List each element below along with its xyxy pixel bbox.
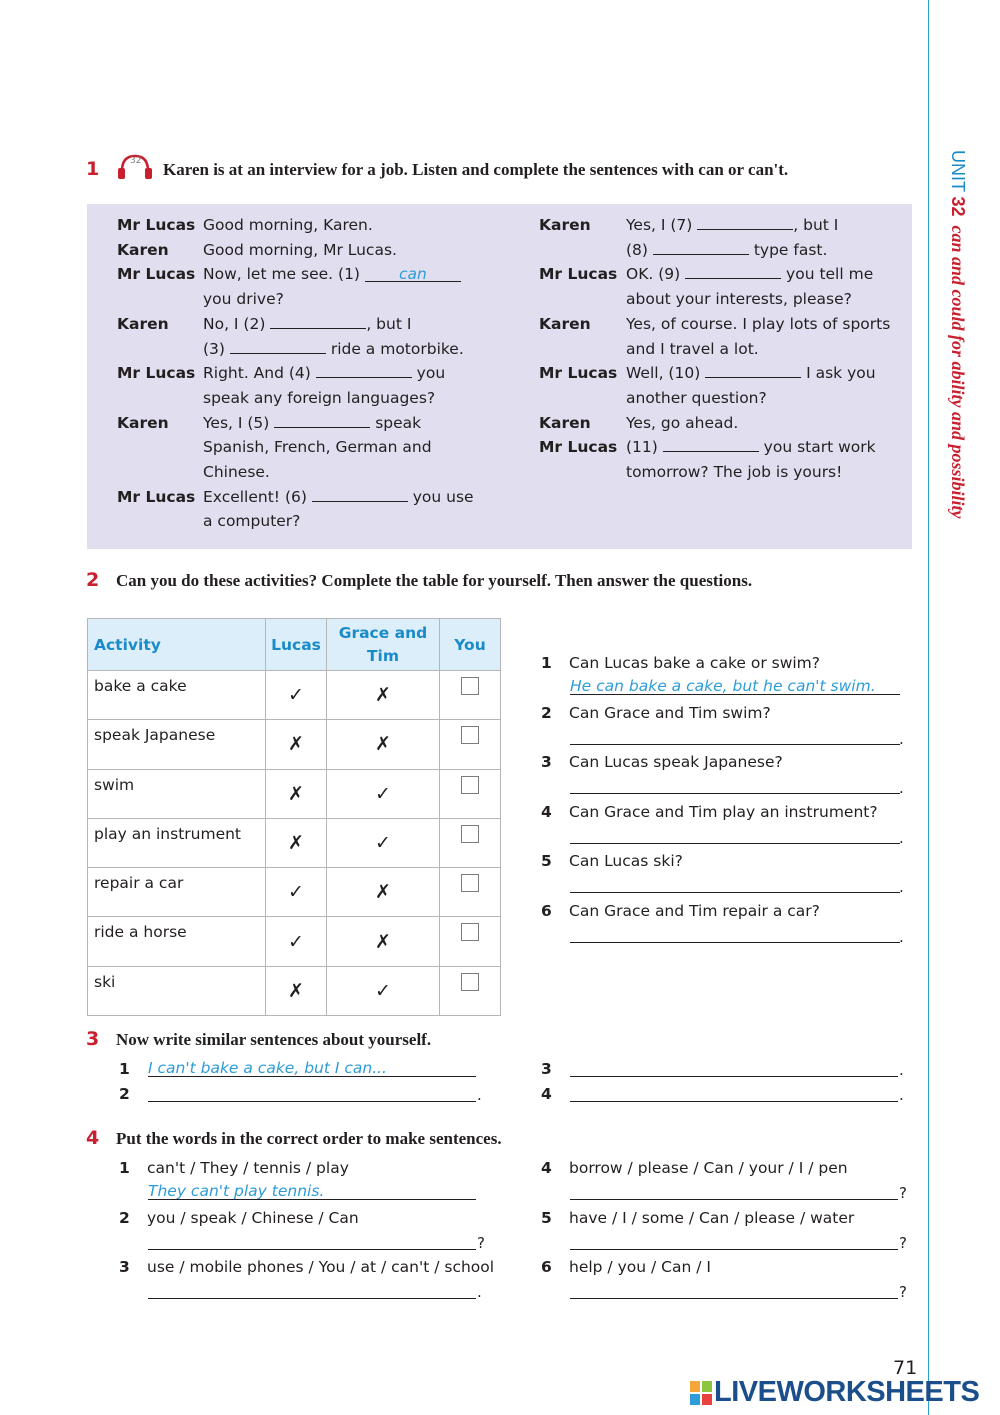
answer-gap[interactable] [312,487,408,502]
item-number: 5 [541,1208,552,1227]
header-grace-tim-text: Grace and Tim [338,623,428,665]
speaker-name: Mr Lucas [539,364,618,383]
grace-tim-mark: ✗ [327,671,440,720]
dialogue-text: , but I [793,216,839,234]
full-stop: . [899,729,904,748]
answer-gap[interactable] [274,413,370,428]
dialogue-line [203,435,432,460]
word-prompt [541,1159,848,1177]
dialogue-line [626,411,738,436]
dialogue-line [626,435,876,460]
dialogue-line [203,262,461,287]
speaker-name: Karen [539,216,591,234]
answer-line[interactable] [148,1280,476,1299]
dialogue-text: type fast. [748,240,828,259]
question [541,654,820,672]
dialogue-text: Chinese. [203,463,270,481]
item-number: 2 [119,1208,130,1227]
answer-line[interactable] [148,1083,476,1102]
table-row [88,818,501,867]
header-grace-tim [327,619,440,671]
ex1-instruction: Karen is at an interview for a job. Listen and complete the sentences with can or can't. [163,160,789,179]
answer-line[interactable] [570,924,900,943]
dialogue-text: Yes, go ahead. [626,413,739,432]
end-punctuation: . [477,1283,482,1301]
word-prompt [541,1258,711,1276]
item-number: 4 [541,1085,552,1103]
answer-line[interactable] [148,1058,476,1077]
dialogue-text: speak [370,413,422,432]
answer-line[interactable] [570,1083,898,1102]
dialogue-line [203,213,373,238]
question [541,852,683,870]
ex3-number: 3 [86,1028,100,1050]
activity-cell: speak Japanese [88,720,266,769]
answer-gap[interactable] [230,339,326,354]
dialogue-text: you drive? [203,290,284,309]
you-cell [440,720,501,769]
dialogue-text: tomorrow? The job is yours! [626,463,843,481]
full-stop: . [899,1086,904,1104]
dialogue-text: (11) [626,438,663,457]
question-number: 3 [541,753,552,771]
answer-gap[interactable]: can [365,264,461,282]
liveworksheets-logo[interactable] [690,1376,979,1409]
example-answer: He can bake a cake, but he can't swim. [570,677,876,695]
end-punctuation: ? [477,1233,485,1252]
dialogue-line [626,312,890,337]
grace-tim-mark: ✓ [327,818,440,867]
grace-tim-mark: ✗ [327,720,440,769]
ex2-instruction: Can you do these activities? Complete the table for yourself. Then answer the questions. [116,571,753,590]
answer-gap[interactable] [705,363,801,378]
dialogue-line [203,238,397,263]
dialogue-text: Now, let me see. (1) [203,265,365,284]
dialogue-text: Excellent! (6) [203,487,312,506]
you-checkbox[interactable] [461,923,479,941]
activity-table [87,618,501,1016]
dialogue-line [626,287,852,312]
dialogue-line [203,361,445,386]
answer-line[interactable] [570,1231,898,1250]
speaker-name: Mr Lucas [117,216,196,234]
dialogue-text: about your interests, please? [626,290,852,309]
word-prompt [119,1209,359,1227]
dialogue-text: another question? [626,388,767,407]
dialogue-line [203,460,270,485]
question-text: Can Grace and Tim swim? [569,703,771,722]
question [541,753,783,771]
speaker-name: Mr Lucas [117,487,196,506]
answer-gap[interactable] [663,437,759,452]
dialogue-text: OK. (9) [626,265,686,284]
table-row [88,720,501,769]
dialogue-line [203,287,284,312]
dialogue-text: you start work [758,438,876,457]
answer-line[interactable] [570,726,900,745]
speaker-name: Karen [539,314,591,333]
table-row [88,966,501,1015]
example-answer: They can't play tennis. [148,1182,325,1200]
ex4-number: 4 [86,1127,100,1149]
page-number: 71 [893,1357,918,1379]
header-you: You [440,619,501,671]
speaker-name: Karen [117,413,169,432]
dialogue-line [626,213,838,238]
answer-line[interactable] [570,676,900,695]
lucas-mark: ✗ [266,720,327,769]
unit-topic: can and could for ability and possibility [948,225,968,519]
question-text: Can Lucas speak Japanese? [569,753,783,771]
lucas-mark: ✓ [266,671,327,720]
question-text: Can Grace and Tim play an instrument? [569,802,878,821]
speaker-name: Mr Lucas [117,364,196,383]
lucas-mark: ✗ [266,966,327,1015]
table-row [88,917,501,966]
full-stop: . [899,927,904,946]
answer-line[interactable] [570,1058,898,1077]
track-number: 32 [130,156,142,166]
full-stop: . [899,779,904,797]
dialogue-text: I ask you [801,364,876,383]
answer-gap[interactable] [685,264,781,279]
dialogue-line [203,337,464,362]
item-number: 6 [541,1258,552,1276]
item-number: 2 [119,1085,130,1103]
question [541,704,771,722]
answer-line[interactable] [148,1181,476,1200]
lucas-mark: ✓ [266,917,327,966]
speaker-name: Mr Lucas [117,265,196,284]
you-cell [440,917,501,966]
dialogue-text: Right. And (4) [203,364,316,383]
dialogue-text: and I travel a lot. [626,339,759,358]
you-cell [440,818,501,867]
you-checkbox[interactable] [461,825,479,843]
full-stop: . [899,828,904,847]
dialogue-line [626,361,876,386]
full-stop: . [477,1086,482,1104]
answer-gap[interactable] [270,314,366,329]
answer-gap[interactable] [653,240,749,255]
dialogue-line [203,411,421,436]
dialogue-line [626,337,759,362]
answer-line[interactable] [570,1181,898,1200]
answer-line[interactable] [570,825,900,844]
item-number: 3 [541,1060,552,1078]
example-answer: I can't bake a cake, but I can... [148,1059,387,1077]
grace-tim-mark: ✓ [327,769,440,818]
ex1-number: 1 [86,158,100,180]
logo-text: LIVEWORKSHEETS [714,1376,980,1408]
question-number: 2 [541,703,552,722]
lucas-mark: ✓ [266,868,327,917]
dialogue-line [203,312,411,337]
dialogue-text: (3) [203,339,230,358]
end-punctuation: ? [899,1233,907,1252]
table-row [88,868,501,917]
dialogue-text: ride a motorbike. [325,339,464,358]
question-text: Can Lucas bake a cake or swim? [569,654,821,672]
question [541,803,878,821]
you-cell [440,868,501,917]
you-checkbox[interactable] [461,677,479,695]
you-checkbox[interactable] [461,973,479,991]
activity-cell: repair a car [88,868,266,917]
item-number: 1 [119,1159,130,1177]
answer-line[interactable] [570,1280,898,1299]
grace-tim-mark: ✗ [327,917,440,966]
speaker-name: Karen [117,314,169,333]
dialogue-text: Good morning, Mr Lucas. [203,240,397,259]
answer-gap[interactable] [316,363,412,378]
activity-cell: ski [88,966,266,1015]
speaker-name: Karen [539,413,591,432]
dialogue-line [203,386,435,411]
header-lucas: Lucas [266,619,327,671]
full-stop: . [899,878,904,896]
activity-cell: bake a cake [88,671,266,720]
side-divider [928,0,929,1415]
table-row [88,769,501,818]
word-list: borrow / please / Can / your / I / pen [569,1159,848,1177]
item-number: 4 [541,1159,552,1177]
dialogue-text: a computer? [203,512,301,531]
dialogue-text: Spanish, French, German and [203,438,432,457]
question-text: Can Grace and Tim repair a car? [569,901,820,920]
dialogue-text: Yes, I (5) [203,413,275,432]
question-number: 4 [541,802,552,821]
header-activity: Activity [88,619,266,671]
dialogue-text: Well, (10) [626,364,706,383]
word-prompt [119,1159,349,1177]
answer-line[interactable] [570,874,900,893]
you-checkbox[interactable] [461,726,479,744]
activity-cell: swim [88,769,266,818]
question-text: Can Lucas ski? [569,852,683,870]
you-cell [440,769,501,818]
word-list: have / I / some / Can / please / water [569,1208,855,1227]
item-number: 3 [119,1258,130,1276]
headphones-icon[interactable] [116,153,154,181]
dialogue-line [203,509,300,534]
dialogue-text: Yes, I (7) [626,216,698,234]
question [541,902,820,920]
lucas-mark: ✗ [266,769,327,818]
answer-line[interactable] [570,775,900,794]
logo-icon [690,1381,712,1405]
dialogue-line [626,460,842,485]
table-row [88,671,501,720]
grace-tim-mark: ✓ [327,966,440,1015]
speaker-name: Mr Lucas [539,265,618,284]
dialogue-text: you [411,364,446,383]
activity-cell: ride a horse [88,917,266,966]
dialogue-text: you use [407,487,474,506]
end-punctuation: ? [899,1283,907,1301]
speaker-name: Karen [117,240,169,259]
item-number: 1 [119,1060,130,1078]
dialogue-text: Yes, of course. I play lots of sports [626,314,891,333]
answer-line[interactable] [148,1231,476,1250]
word-list: you / speak / Chinese / Can [147,1208,359,1227]
question-number: 6 [541,901,552,920]
speaker-name: Mr Lucas [539,438,618,457]
dialogue-line [626,238,827,263]
dialogue-text: you tell me [781,265,874,284]
dialogue-line [626,262,873,287]
you-checkbox[interactable] [461,776,479,794]
unit-title-vertical [936,150,976,580]
ex4-instruction: Put the words in the correct order to make sentences. [116,1129,502,1148]
end-punctuation: ? [899,1184,907,1202]
unit-number: 32 [948,196,968,217]
question-number: 1 [541,654,552,672]
word-prompt [119,1258,494,1276]
dialogue-text: No, I (2) [203,314,271,333]
word-list: can't / They / tennis / play [147,1159,349,1177]
full-stop: . [899,1061,904,1079]
you-cell [440,671,501,720]
grace-tim-mark: ✗ [327,868,440,917]
dialogue-line [626,386,767,411]
you-checkbox[interactable] [461,874,479,892]
word-prompt [541,1209,854,1227]
answer-gap[interactable] [697,215,793,230]
dialogue-text: , but I [366,314,412,333]
word-list: help / you / Can / I [569,1258,711,1276]
you-cell [440,966,501,1015]
question-number: 5 [541,852,552,870]
dialogue-text: Good morning, Karen. [203,216,373,234]
ex3-instruction: Now write similar sentences about yourself. [116,1030,432,1049]
lucas-mark: ✗ [266,818,327,867]
word-list: use / mobile phones / You / at / can't / school [147,1258,495,1276]
ex2-number: 2 [86,569,100,591]
dialogue-text: (8) [626,240,653,259]
dialogue-line [203,485,474,510]
dialogue-text: speak any foreign languages? [203,388,436,407]
unit-label: UNIT [948,150,968,192]
activity-cell: play an instrument [88,818,266,867]
